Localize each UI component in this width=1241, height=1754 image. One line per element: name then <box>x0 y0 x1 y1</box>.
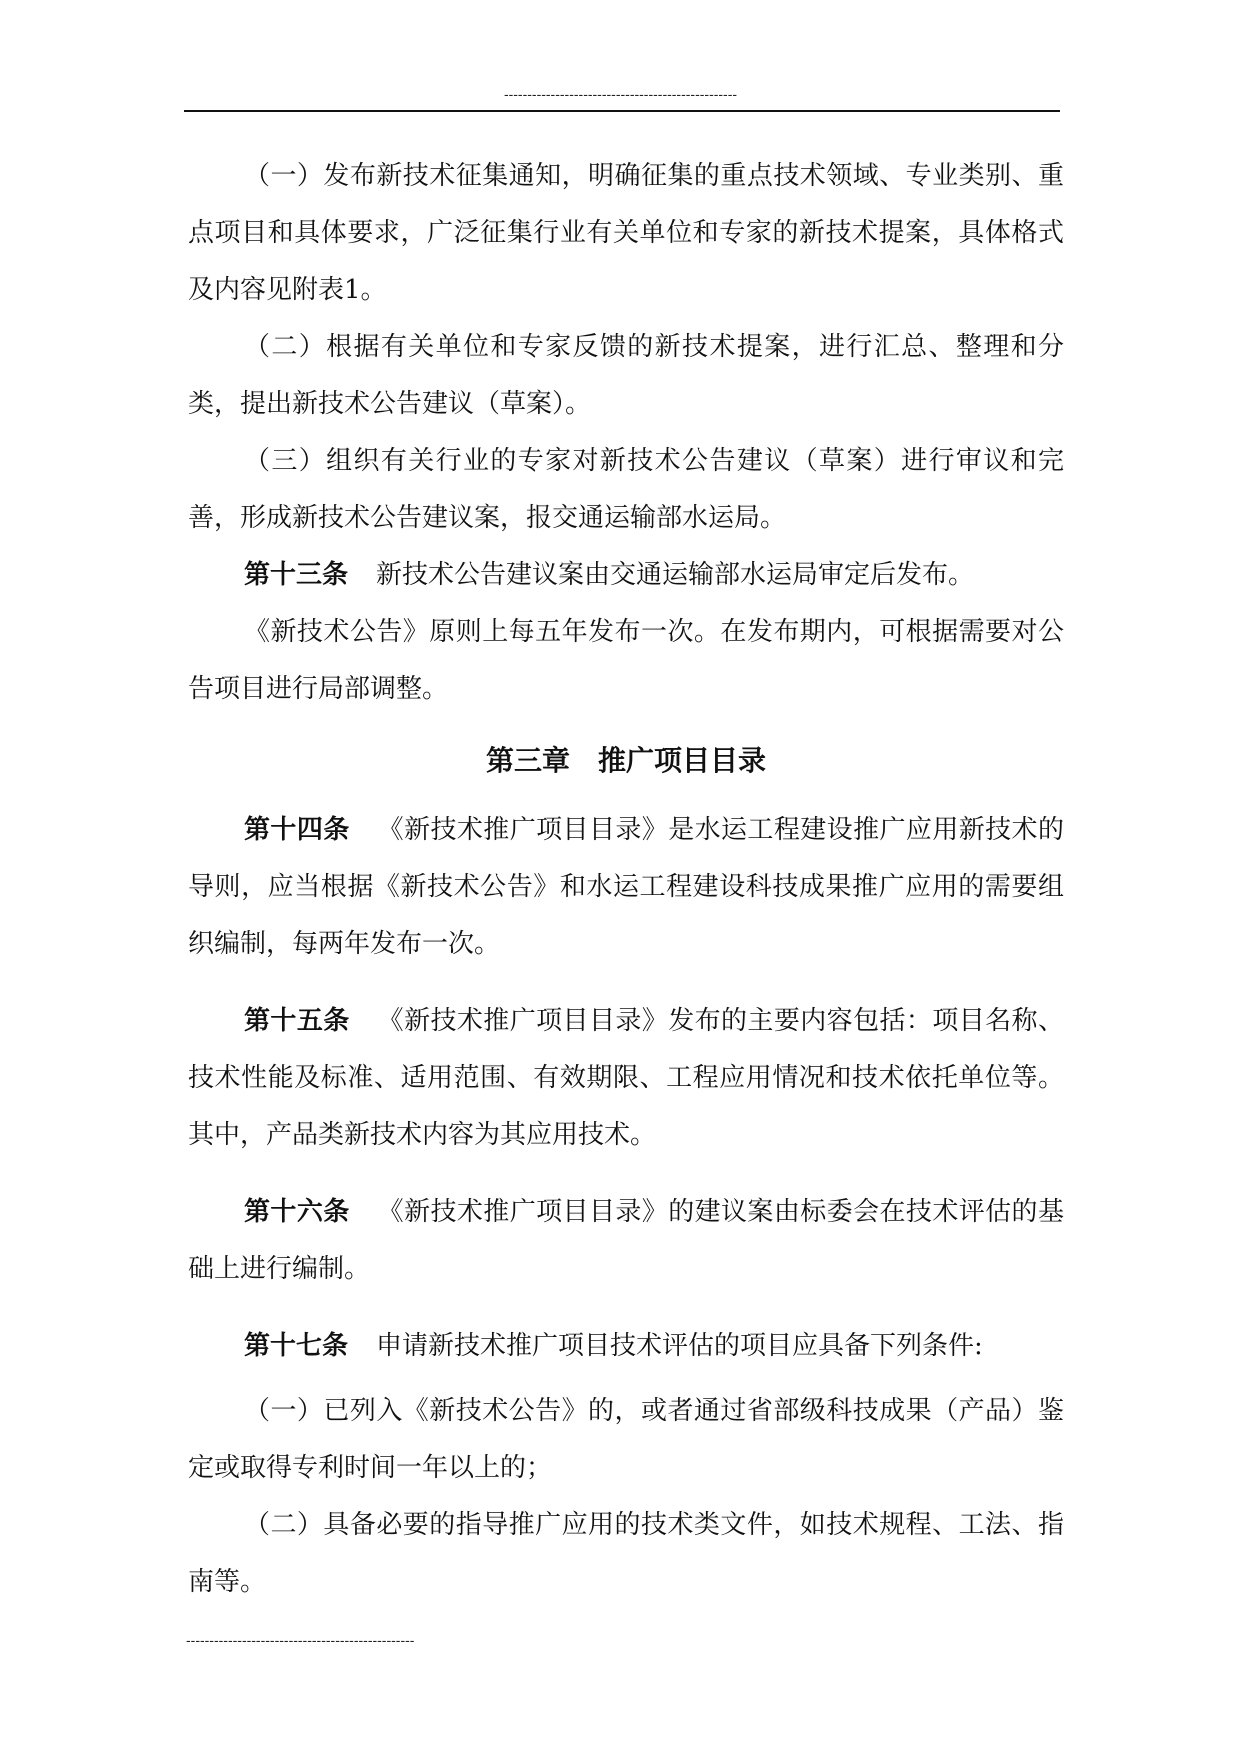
article-16-text: 《新技术推广项目目录》的建议案由标委会在技术评估的基础上进行编制。 <box>188 1197 1064 1284</box>
article-13-label: 第十三条 <box>244 560 349 590</box>
article-17-text: 申请新技术推广项目技术评估的项目应具备下列条件: <box>376 1331 983 1361</box>
paragraph-item-3: （三）组织有关行业的专家对新技术公告建议（草案）进行审议和完善，形成新技术公告建议案，报交通运输部水运局。 <box>188 446 1064 533</box>
article-16 <box>188 1184 1064 1298</box>
article-13 <box>188 547 1064 604</box>
article-17 <box>188 1318 1064 1375</box>
condition-item-2: （二）具备必要的指导推广应用的技术类文件，如技术规程、工法、指南等。 <box>188 1510 1064 1597</box>
article-15-label: 第十五条 <box>244 1006 350 1036</box>
paragraph-item-1: （一）发布新技术征集通知，明确征集的重点技术领域、专业类别、重点项目和具体要求，广泛征集行业有关单位和专家的新技术提案，具体格式及内容见附表1。 <box>188 161 1064 305</box>
footer-dash-line: ------------------------------------------------- <box>186 1632 415 1648</box>
article-14 <box>188 802 1064 973</box>
article-14-text: 《新技术推广项目目录》是水运工程建设推广应用新技术的导则，应当根据《新技术公告》和水运工程建设科技成果推广应用的需要组织编制，每两年发布一次。 <box>188 815 1064 959</box>
paragraph-item-2: （二）根据有关单位和专家反馈的新技术提案，进行汇总、整理和分类，提出新技术公告建议（草案）。 <box>188 332 1064 419</box>
header-dash-line: -------------------------------------------------- <box>503 86 738 102</box>
article-16-label: 第十六条 <box>244 1197 350 1227</box>
article-17-label: 第十七条 <box>244 1331 349 1361</box>
header-rule <box>184 110 1060 112</box>
article-13-text: 新技术公告建议案由交通运输部水运局审定后发布。 <box>376 560 975 590</box>
condition-item-1: （一）已列入《新技术公告》的，或者通过省部级科技成果（产品）鉴定或取得专利时间一年以上的； <box>188 1396 1064 1483</box>
article-15-text: 《新技术推广项目目录》发布的主要内容包括：项目名称、技术性能及标准、适用范围、有效期限、工程应用情况和技术依托单位等。其中，产品类新技术内容为其应用技术。 <box>188 1006 1064 1150</box>
paragraph-announcement-cycle: 《新技术公告》原则上每五年发布一次。在发布期内，可根据需要对公告项目进行局部调整。 <box>188 617 1064 704</box>
article-14-label: 第十四条 <box>244 815 350 845</box>
article-15 <box>188 993 1064 1164</box>
document-body <box>188 148 1064 1611</box>
chapter-3-heading: 第三章 推广项目目录 <box>485 744 766 777</box>
